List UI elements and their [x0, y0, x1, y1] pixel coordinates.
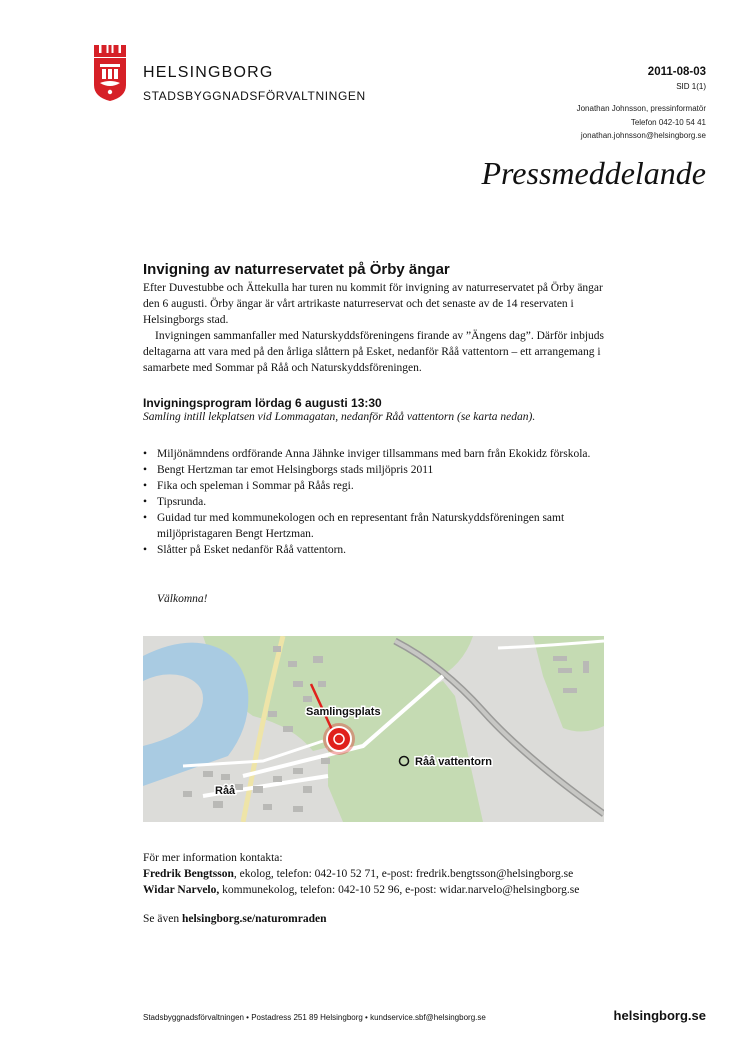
press-date: 2011-08-03 — [647, 66, 706, 78]
contact-email[interactable]: jonathan.johnsson@helsingborg.se — [580, 131, 706, 140]
contact-1-name: Fredrik Bengtsson — [143, 868, 234, 880]
list-item: • Slåtter på Esket nedanför Råå vattentorn. — [143, 542, 613, 558]
contact-2-name: Widar Narvelo, — [143, 884, 220, 896]
list-item: • Miljönämndens ordförande Anna Jähnke inviger tillsammans med barn från Ekokidz förskola. — [143, 446, 613, 462]
contact-name: Jonathan Johnsson, pressinformatör — [576, 104, 706, 113]
map-label-tower: Råå vattentorn — [415, 756, 493, 768]
page-number: SID 1(1) — [676, 82, 706, 91]
list-item: • Bengt Hertzman tar emot Helsingborgs stads miljöpris 2011 — [143, 462, 613, 478]
program-list — [143, 446, 613, 558]
list-item: • Tipsrunda. — [143, 494, 613, 510]
welcome-text: Välkomna! — [157, 593, 208, 605]
meeting-point-marker[interactable] — [327, 727, 351, 751]
department-name: STADSBYGGNADSFÖRVALTNINGEN — [143, 89, 366, 103]
list-item: • Fika och speleman i Sommar på Råås regi. — [143, 478, 613, 494]
contact-line-1 — [143, 866, 663, 882]
article-headline: Invigning av naturreservatet på Örby ängar — [143, 261, 450, 278]
location-map — [143, 636, 604, 822]
footer-address: Stadsbyggnadsförvaltningen • Postadress 251 89 Helsingborg • kundservice.sbf@helsingborg.se — [143, 1013, 486, 1022]
program-heading: Invigningsprogram lördag 6 augusti 13:30 — [143, 396, 382, 410]
contact-intro: För mer information kontakta: — [143, 852, 283, 864]
see-also — [143, 913, 326, 925]
map-graphic — [143, 636, 604, 822]
list-item: • Guidad tur med kommunekologen och en representant från Naturskyddsföreningen samt miljöpristagaren Bengt Hertzman. — [143, 510, 613, 542]
paragraph-2: Invigningen sammanfaller med Naturskyddsföreningens firande av ”Ängens dag”. Därför inbjuds deltagarna att vara med på den årliga slåttern på Esket, nedanför Råå vattentorn – ett arrangemang i samarbete med Sommar på Råå och Naturskyddsföreningen. — [143, 330, 605, 374]
document-type-title: Pressmeddelande — [481, 155, 706, 191]
helsingborg-crest-logo — [92, 45, 128, 101]
paragraph-1: Efter Duvestubbe och Ättekulla har turen nu kommit för invigning av naturreservatet på Örby ängar den 6 augusti. Örby ängar är vårt artrikaste naturreservat och det senaste av de 14 reservaten i Helsingborgs stad. — [143, 282, 603, 326]
map-label-town: Råå — [215, 785, 236, 797]
see-also-link[interactable]: helsingborg.se/naturomraden — [181, 913, 327, 925]
contact-line-2 — [143, 882, 663, 898]
org-name: HELSINGBORG — [143, 64, 274, 81]
program-subheading: Samling intill lekplatsen vid Lommagatan, nedanför Råå vattentorn (se karta nedan). — [143, 411, 536, 423]
contact-info — [143, 850, 663, 898]
contact-phone: Telefon 042-10 54 41 — [630, 118, 706, 127]
map-label-meeting: Samlingsplats — [306, 706, 381, 718]
contact-1-details: , ekolog, telefon: 042-10 52 71, e-post: fredrik.bengtsson@helsingborg.se — [233, 868, 574, 880]
contact-2-details: kommunekolog, telefon: 042-10 52 96, e-post: widar.narvelo@helsingborg.se — [219, 884, 580, 896]
article-body — [143, 280, 613, 376]
see-also-prefix: Se även — [143, 913, 182, 925]
footer-url[interactable]: helsingborg.se — [613, 1008, 706, 1023]
